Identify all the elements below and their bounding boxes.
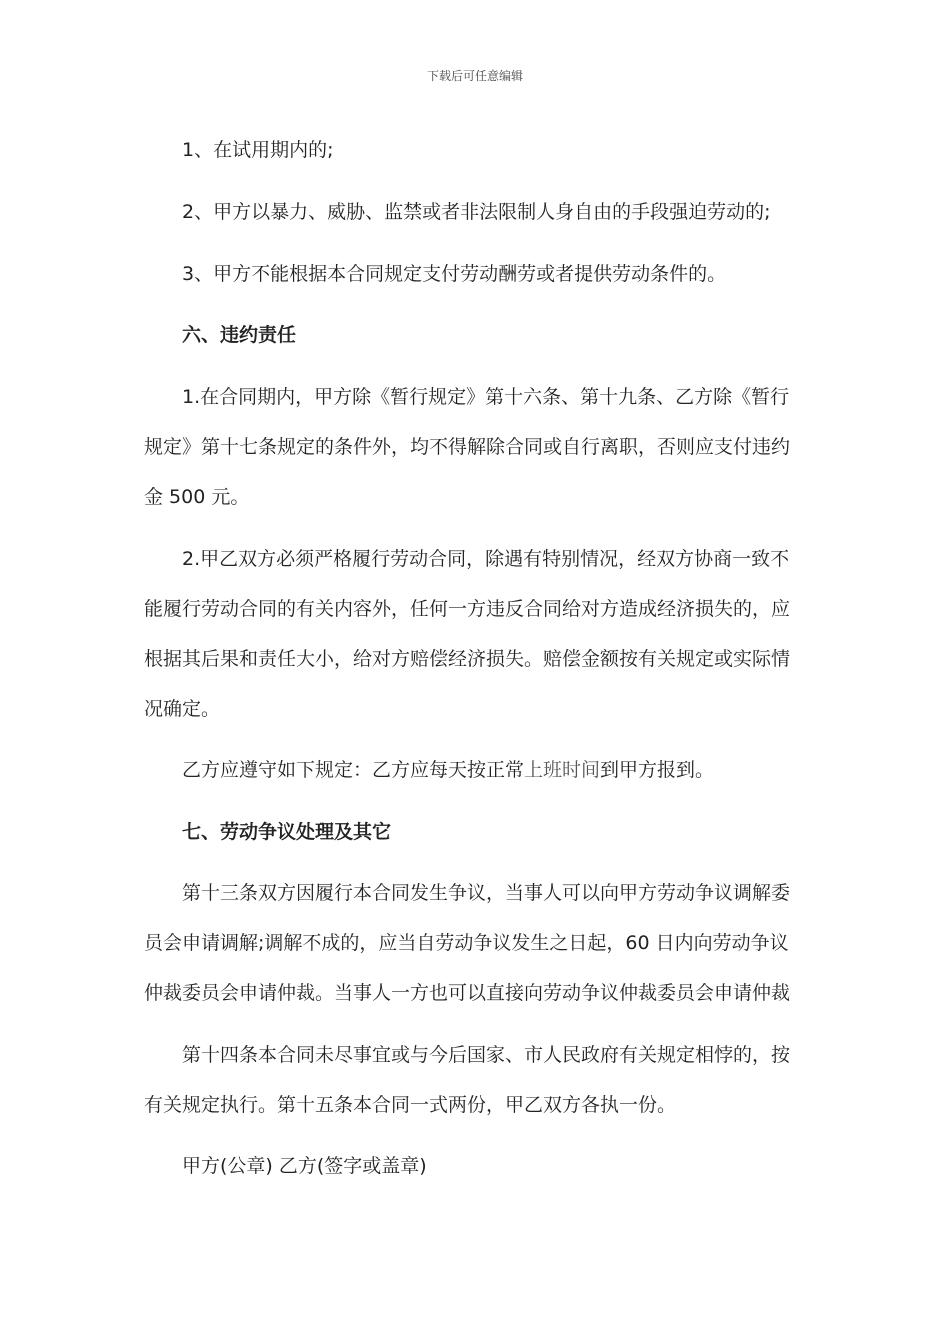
- paragraph-line: 2.甲乙双方必须严格履行劳动合同，除遇有特别情况，经双方协商一致不: [182, 548, 790, 570]
- paragraph-line: 员会申请调解;调解不成的，应当自劳动争议发生之日起，60 日内向劳动争议: [144, 932, 789, 954]
- section-heading: 六、违约责任: [182, 324, 297, 346]
- rule-suffix: 到甲方报到。: [600, 759, 715, 781]
- list-item: 1、在试用期内的;: [182, 139, 334, 161]
- paragraph-line: 根据其后果和责任大小，给对方赔偿经济损失。赔偿金额按有关规定或实际情: [144, 648, 791, 670]
- list-item: 3、甲方不能根据本合同规定支付劳动酬劳或者提供劳动条件的。: [182, 263, 727, 285]
- paragraph-line: 第十三条双方因履行本合同发生争议，当事人可以向甲方劳动争议调解委: [182, 882, 791, 904]
- page-header: 下载后可任意编辑: [426, 69, 523, 83]
- list-item: 2、甲方以暴力、威胁、监禁或者非法限制人身自由的手段强迫劳动的;: [182, 201, 771, 223]
- paragraph-line: 有关规定执行。第十五条本合同一式两份，甲乙双方各执一份。: [144, 1094, 677, 1116]
- rule-prefix: 乙方应遵守如下规定：乙方应每天按正常: [182, 759, 525, 781]
- rule-paragraph: [144, 745, 796, 795]
- paragraph-line: 1.在合同期内，甲方除《暂行规定》第十六条、第十九条、乙方除《暂行: [182, 386, 790, 408]
- paragraph-line: 况确定。: [144, 698, 221, 720]
- section-heading: 七、劳动争议处理及其它: [182, 821, 392, 843]
- signature-line: 甲方(公章) 乙方(签字或盖章): [182, 1155, 427, 1177]
- paragraph-line: 能履行劳动合同的有关内容外，任何一方违反合同给对方造成经济损失的，应: [144, 598, 791, 620]
- work-time-link[interactable]: 上班时间: [524, 759, 601, 781]
- paragraph-line: 仲裁委员会申请仲裁。当事人一方也可以直接向劳动争议仲裁委员会申请仲裁: [144, 982, 791, 1004]
- paragraph-line: 金 500 元。: [144, 486, 250, 508]
- paragraph-line: 规定》第十七条规定的条件外，均不得解除合同或自行离职，否则应支付违约: [144, 436, 791, 458]
- paragraph-line: 第十四条本合同未尽事宜或与今后国家、市人民政府有关规定相悖的，按: [182, 1044, 791, 1066]
